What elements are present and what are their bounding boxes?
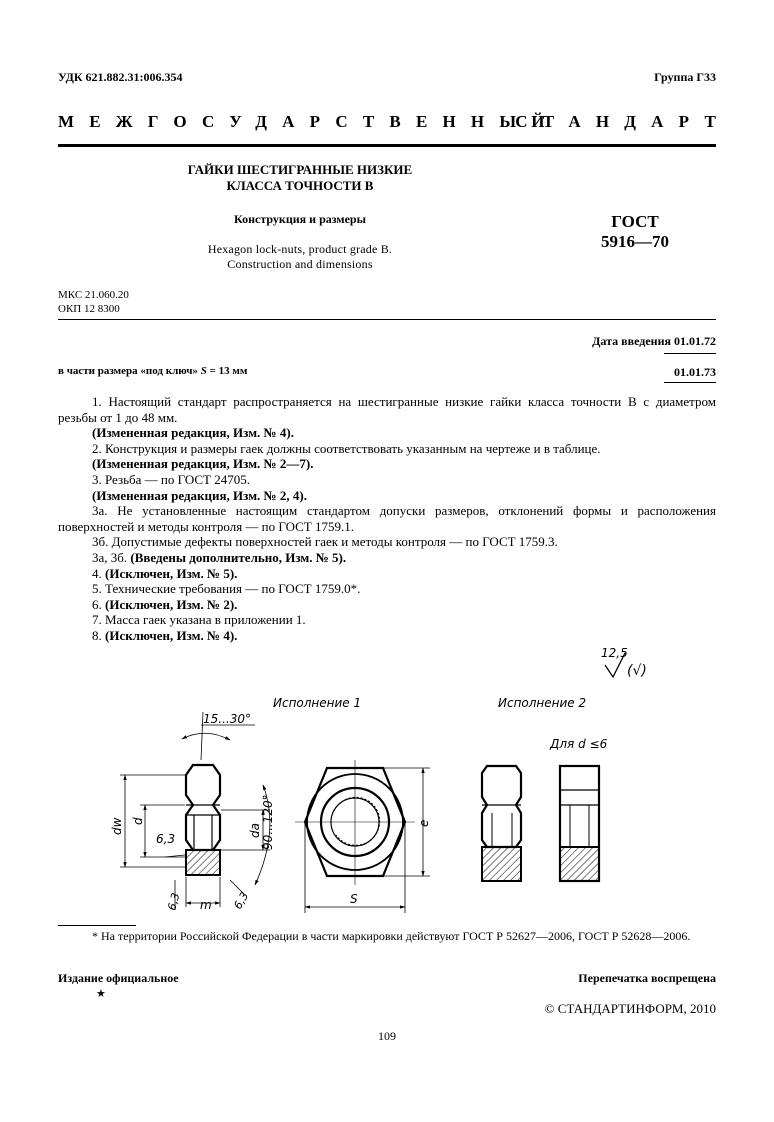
- header-rule: [58, 144, 716, 147]
- okp-code: ОКП 12 8300: [58, 303, 120, 315]
- introduction-date: [592, 334, 716, 349]
- dim-6-3-bottom: 6,3: [165, 891, 183, 912]
- roughness-symbol: [601, 646, 647, 679]
- dim-m: m: [200, 898, 212, 912]
- standard-type-right: СТАНДАРТ: [515, 112, 731, 131]
- gost-number: 5916—70: [601, 232, 669, 251]
- side-view-variant-2a: [482, 766, 521, 881]
- paragraph-5: 5. Технические требования — по ГОСТ 1759.0*.: [92, 581, 361, 597]
- gost-label: ГОСТ: [611, 212, 659, 231]
- paragraph-1-note: (Измененная редакция, Изм. № 4).: [92, 425, 294, 441]
- paragraph-4-prefix: 4.: [92, 565, 102, 581]
- paragraph-6-prefix: 6.: [92, 596, 102, 612]
- technical-drawing: [95, 645, 695, 920]
- variant-1-label: Исполнение 1: [273, 696, 362, 710]
- reprint-forbidden: Перепечатка воспрещена: [578, 971, 716, 985]
- side-view-variant-1: [120, 712, 270, 910]
- roughness-value: 12,5: [601, 646, 628, 660]
- official-edition: Издание официальное: [58, 971, 179, 985]
- paragraph-1: 1. Настоящий стандарт распространяется на шестигранные низкие гайки класса точности В с диаметром резьбы от 1 до 48 мм.: [58, 394, 716, 425]
- key-size-date: 01.01.73: [674, 365, 716, 379]
- document-subtitle: Конструкция и размеры: [234, 212, 366, 226]
- mks-code: МКС 21.060.20: [58, 289, 129, 301]
- dim-chamfer-angle: 15...30°: [203, 712, 251, 726]
- paragraph-3ab: [58, 550, 716, 566]
- paragraph-8-prefix: 8.: [92, 627, 102, 643]
- date-rule-2: [664, 382, 716, 383]
- footnote-rule: [58, 925, 136, 926]
- english-title-line-1: Hexagon lock-nuts, product grade B.: [207, 242, 393, 256]
- paragraph-8: [58, 628, 716, 644]
- dim-6-3-left: 6,3: [156, 832, 176, 846]
- english-title-line-2: Construction and dimensions: [227, 257, 373, 271]
- paragraph-6: [58, 597, 716, 613]
- dim-da: da: [248, 823, 262, 838]
- variant-2-condition: Для d ≤6: [550, 737, 608, 751]
- gost-designation: [570, 212, 700, 252]
- title-line-2: КЛАССА ТОЧНОСТИ В: [226, 178, 374, 193]
- paragraph-2: 2. Конструкция и размеры гаек должны соответствовать указанным на чертеже и в таблице.: [92, 440, 601, 456]
- paragraph-3a: 3а. Не установленные настоящим стандартом допуски размеров, отклонений формы и расположения поверхностей и методы контроля — по ГОСТ 1759.1.: [58, 503, 716, 534]
- side-view-variant-2b: [560, 766, 599, 881]
- codes-rule: [58, 319, 716, 320]
- paragraph-8-note: (Исключен, Изм. № 4).: [105, 627, 238, 643]
- key-size-suffix: = 13 мм: [209, 365, 248, 377]
- key-size-symbol: S: [200, 365, 207, 377]
- dim-d: d: [131, 817, 145, 825]
- dim-6-3-chamfer: 6,3: [231, 889, 252, 912]
- paragraph-3-note: (Измененная редакция, Изм. № 2, 4).: [92, 487, 307, 503]
- paragraph-3ab-prefix: 3а, 3б.: [92, 549, 128, 565]
- key-size-prefix: в части размера «под ключ»: [58, 365, 198, 377]
- dim-S: S: [350, 892, 358, 906]
- key-size-note: [58, 365, 247, 377]
- front-view-hexagon: [295, 760, 430, 913]
- udk-code: УДК 621.882.31:006.354: [58, 70, 183, 84]
- dim-e: e: [417, 819, 431, 827]
- paragraph-4: [58, 566, 716, 582]
- intro-date-label: Дата введения: [592, 334, 671, 348]
- standard-type-left: МЕЖГОСУДАРСТВЕННЫЙ: [58, 112, 560, 131]
- title-line-1: ГАЙКИ ШЕСТИГРАННЫЕ НИЗКИЕ: [187, 162, 413, 177]
- footnote: * На территории Российской Федерации в части маркировки действуют ГОСТ Р 52627—2006, ГОСТ Р 52628—2006.: [92, 929, 691, 943]
- document-title: [160, 162, 440, 194]
- intro-date-value: 01.01.72: [674, 334, 716, 348]
- dim-dw: dw: [110, 817, 124, 835]
- group-code: Группа Г33: [654, 70, 716, 84]
- copyright: © СТАНДАРТИНФОРМ, 2010: [544, 1001, 716, 1016]
- star-icon: ★: [96, 988, 106, 1000]
- paragraph-3ab-note: (Введены дополнительно, Изм. № 5).: [130, 549, 347, 565]
- paragraph-7: 7. Масса гаек указана в приложении 1.: [92, 612, 306, 628]
- date-rule-1: [664, 353, 716, 354]
- document-body: [58, 394, 716, 644]
- page-number: 109: [378, 1029, 396, 1043]
- dim-countersink-angle: 90...120°: [261, 794, 275, 850]
- variant-2-label: Исполнение 2: [498, 696, 587, 710]
- paragraph-3: 3. Резьба — по ГОСТ 24705.: [92, 471, 250, 487]
- paragraph-2-note: (Измененная редакция, Изм. № 2—7).: [92, 456, 314, 472]
- paragraph-6-note: (Исключен, Изм. № 2).: [105, 596, 238, 612]
- english-title: [160, 242, 440, 272]
- roughness-paren: (√): [627, 663, 647, 679]
- paragraph-3b: 3б. Допустимые дефекты поверхностей гаек и методы контроля — по ГОСТ 1759.3.: [92, 534, 558, 550]
- paragraph-4-note: (Исключен, Изм. № 5).: [105, 565, 238, 581]
- classification-codes: [58, 288, 129, 316]
